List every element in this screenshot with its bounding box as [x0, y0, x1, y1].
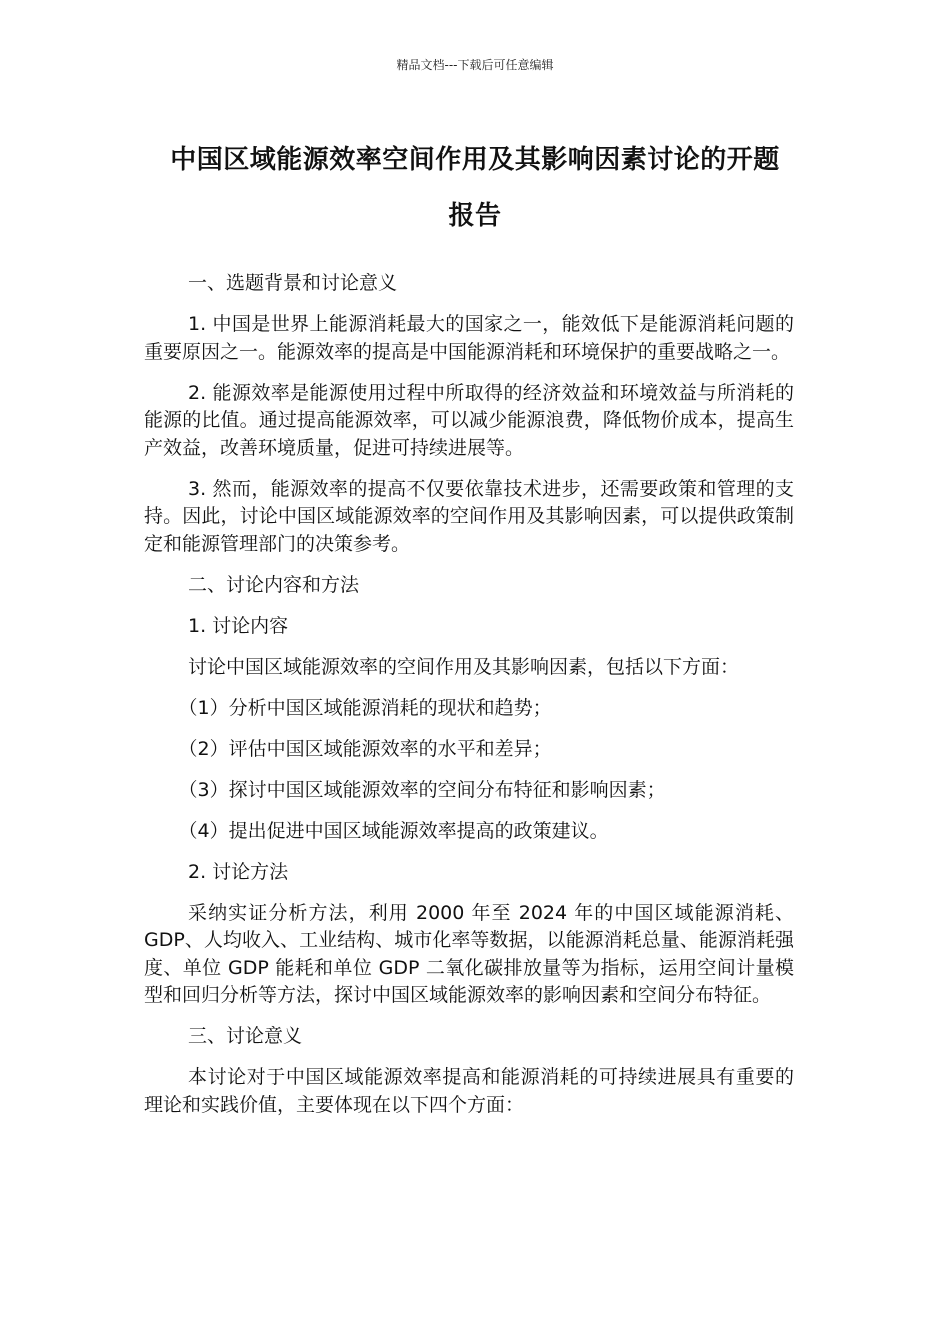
document-body — [144, 270, 794, 1133]
section-1-paragraph-1: 1. 中国是世界上能源消耗最大的国家之一，能效低下是能源消耗问题的重要原因之一。能源效率的提高是中国能源消耗和环境保护的重要战略之一。 — [144, 313, 794, 363]
page-header: 精品文档---下载后可任意编辑 — [396, 58, 554, 72]
section-1-paragraph-2: 2. 能源效率是能源使用过程中所取得的经济效益和环境效益与所消耗的能源的比值。通过提高能源效率，可以减少能源浪费，降低物价成本，提高生产效益，改善环境质量，促进可持续进展等。 — [144, 381, 794, 459]
title-line-2: 报告 — [448, 201, 502, 231]
list-item: （1）分析中国区域能源消耗的现状和趋势； — [178, 696, 552, 719]
section-2-heading: 二、讨论内容和方法 — [188, 573, 360, 596]
section-2-subheading-content: 1. 讨论内容 — [188, 614, 289, 637]
list-item: （3）探讨中国区域能源效率的空间分布特征和影响因素； — [178, 778, 666, 801]
section-1-heading: 一、选题背景和讨论意义 — [188, 272, 398, 294]
section-3-paragraph-1: 本讨论对于中国区域能源效率提高和能源消耗的可持续进展具有重要的理论和实践价值，主要体现在以下四个方面： — [144, 1066, 794, 1116]
title-line-1: 中国区域能源效率空间作用及其影响因素讨论的开题 — [170, 145, 780, 175]
section-2-subheading-method: 2. 讨论方法 — [188, 860, 289, 883]
section-1-paragraph-3: 3. 然而，能源效率的提高不仅要依靠技术进步，还需要政策和管理的支持。因此，讨论中国区域能源效率的空间作用及其影响因素，可以提供政策制定和能源管理部门的决策参考。 — [144, 477, 794, 555]
list-item: （2）评估中国区域能源效率的水平和差异； — [178, 737, 552, 760]
section-2-intro: 讨论中国区域能源效率的空间作用及其影响因素，包括以下方面： — [188, 655, 740, 678]
document-title — [140, 132, 810, 244]
list-item: （4）提出促进中国区域能源效率提高的政策建议。 — [178, 819, 609, 842]
section-3-heading: 三、讨论意义 — [188, 1025, 303, 1047]
section-2-method-paragraph: 采纳实证分析方法，利用 2000 年至 2024 年的中国区域能源消耗、GDP、人均收入、工业结构、城市化率等数据，以能源消耗总量、能源消耗强度、单位 GDP 能耗和单位 GDP 二氧化碳排放量等为指标，运用空间计量模型和回归分析等方法，探讨中国区域能源效率的影响因素和空间分布特征。 — [144, 901, 794, 1006]
